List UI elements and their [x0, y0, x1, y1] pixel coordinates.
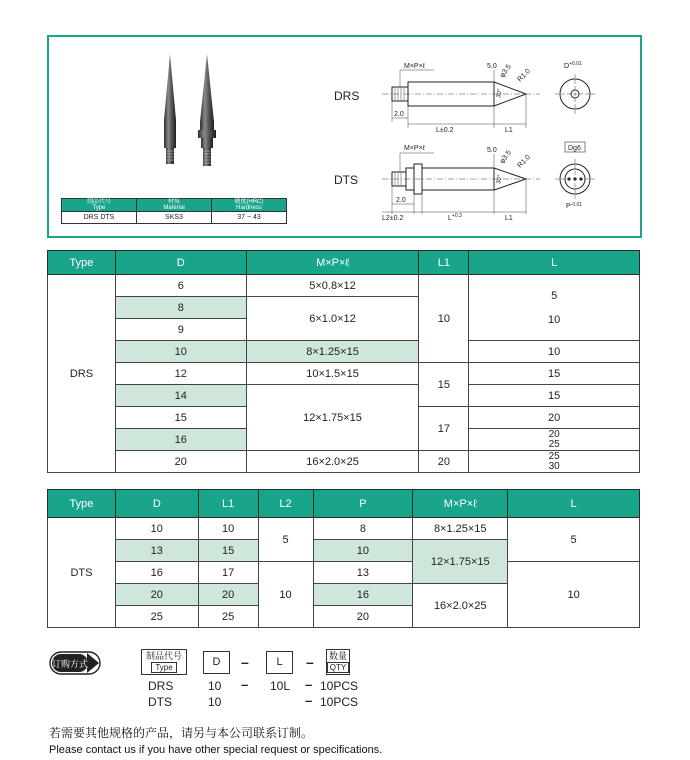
spec-header-material: 材质 Material: [137, 199, 212, 212]
drs-type-cell: DRS: [48, 275, 116, 473]
dts-p-cell: 20: [313, 606, 413, 628]
order-example-l: 10L: [270, 679, 291, 693]
dts-p-cell: 13: [313, 562, 413, 584]
order-example-type: DRS: [148, 679, 174, 693]
order-dash: –: [241, 654, 249, 670]
custom-order-note-en: Please contact us if you have other special request or specifications.: [49, 744, 383, 756]
drs-mpl-cell: 6×1.0×12: [246, 297, 419, 341]
svg-text:M×P×ℓ: M×P×ℓ: [404, 145, 425, 152]
svg-text:R1.0: R1.0: [516, 68, 532, 84]
svg-text:2.0: 2.0: [396, 197, 406, 204]
drs-drawing-label: DRS: [334, 89, 360, 103]
dts-l2-cell: 10: [258, 562, 313, 628]
order-example-type: DTS: [148, 695, 172, 709]
spec-header-type: 制品代号 Type: [62, 199, 137, 212]
spec-header-hardness: 硬度(HRC) Hardness: [212, 199, 287, 212]
order-l-box: L: [266, 651, 293, 674]
dts-l2-cell: 5: [258, 518, 313, 562]
dts-col-type: Type: [48, 490, 116, 518]
spec-material-value: SKS3: [137, 212, 212, 224]
dts-d-cell: 13: [115, 540, 198, 562]
dts-col-l2: L2: [258, 490, 313, 518]
svg-text:2.0: 2.0: [394, 111, 404, 118]
svg-text:M×P×ℓ: M×P×ℓ: [404, 63, 425, 70]
order-type-box: 制品代号 Type: [141, 649, 187, 675]
svg-text:D+0.01: $D^{+0.01}$: [564, 61, 582, 70]
dts-l1-cell: 15: [198, 540, 258, 562]
drs-d-cell: 15: [115, 407, 246, 429]
drs-l-cell: 10: [469, 341, 640, 363]
order-qty-box: 数量 QTY: [326, 649, 350, 675]
drs-col-l: L: [469, 251, 640, 275]
svg-text:订购方式: 订购方式: [51, 660, 89, 670]
drs-mpl-cell: 16×2.0×25: [246, 451, 419, 473]
svg-text:L1: L1: [505, 215, 513, 222]
order-example-dash: –: [305, 693, 313, 708]
drs-col-d: D: [115, 251, 246, 275]
dts-d-cell: 25: [115, 606, 198, 628]
order-method-badge: [49, 651, 101, 675]
dts-d-cell: 20: [115, 584, 198, 606]
svg-text:30°: 30°: [496, 174, 504, 185]
svg-text:5.0: 5.0: [487, 147, 497, 154]
drs-l1-cell: 20: [419, 451, 469, 473]
dts-l-cell: 10: [508, 562, 640, 628]
svg-text:φ3.5: φ3.5: [498, 149, 513, 166]
drs-d-cell: 6: [115, 275, 246, 297]
svg-text:L±0.2: L±0.2: [436, 127, 454, 134]
svg-text:L2±0.2: L2±0.2: [382, 215, 404, 222]
drs-d-cell: 10: [115, 341, 246, 363]
drs-l-cell: 20 25: [469, 429, 640, 451]
dts-l1-cell: 10: [198, 518, 258, 540]
order-dash: –: [306, 654, 314, 670]
order-d-box: D: [203, 651, 230, 674]
dts-l1-cell: 25: [198, 606, 258, 628]
dts-p-cell: 8: [313, 518, 413, 540]
drs-l1-cell: 10: [419, 275, 469, 363]
order-example-qty: 10PCS: [320, 695, 359, 709]
drs-l-cell: 25 30: [469, 451, 640, 473]
order-example-dash: –: [241, 677, 249, 692]
dts-d-cell: 10: [115, 518, 198, 540]
custom-order-note-zh: 若需要其他规格的产品，请另与本公司联系订制。: [49, 726, 314, 740]
drs-col-l1: L1: [419, 251, 469, 275]
drs-l-cell: 20: [469, 407, 640, 429]
drs-col-type: Type: [48, 251, 116, 275]
svg-text:30°: 30°: [496, 88, 504, 99]
drs-l-cell: 15: [469, 385, 640, 407]
drs-d-cell: 8: [115, 297, 246, 319]
dts-col-mpl: M×P×ℓ: [413, 490, 508, 518]
svg-text:5.0: 5.0: [487, 63, 497, 70]
spec-table: [61, 198, 287, 224]
drs-l-cell: 15: [469, 363, 640, 385]
dts-size-table: [47, 489, 640, 628]
drs-d-cell: 9: [115, 319, 246, 341]
dts-l-cell: 5: [508, 518, 640, 562]
drs-d-cell: 14: [115, 385, 246, 407]
drs-l1-cell: 15: [419, 363, 469, 407]
dts-col-d: D: [115, 490, 198, 518]
svg-text:L1: L1: [505, 127, 513, 134]
order-example-qty: 10PCS: [320, 679, 359, 693]
spec-hardness-value: 37 ~ 43: [212, 212, 287, 224]
drs-d-cell: 16: [115, 429, 246, 451]
dts-col-l1: L1: [198, 490, 258, 518]
drs-mpl-cell: 12×1.75×15: [246, 385, 419, 451]
pin-illustration: [160, 52, 220, 170]
dts-type-cell: DTS: [48, 518, 116, 628]
spec-type-value: DRS DTS: [62, 212, 137, 224]
drs-mpl-cell: 8×1.25×15: [246, 341, 419, 363]
dts-mpl-cell: 8×1.25×15: [413, 518, 508, 540]
dts-mpl-cell: 16×2.0×25: [413, 584, 508, 628]
dts-p-cell: 10: [313, 540, 413, 562]
drs-mpl-cell: 5×0.8×12: [246, 275, 419, 297]
dts-l1-cell: 20: [198, 584, 258, 606]
drs-col-mpl: M×P×ℓ: [246, 251, 419, 275]
svg-text:Dg6: Dg6: [568, 145, 581, 152]
drs-l-cell: 5 10: [469, 275, 640, 341]
drs-l1-cell: 17: [419, 407, 469, 451]
drs-d-cell: 12: [115, 363, 246, 385]
svg-text:φ3.5: φ3.5: [498, 63, 513, 80]
dts-drawing-label: DTS: [334, 173, 358, 187]
drs-size-table: [47, 250, 640, 473]
drs-mpl-cell: 10×1.5×15: [246, 363, 419, 385]
svg-text:L+0.3: $L^{+0.3}$: [448, 213, 462, 222]
dts-p-cell: 16: [313, 584, 413, 606]
svg-text:R1.0: R1.0: [516, 154, 532, 170]
svg-text:P-0.01: $P^{-0.01}$: [566, 202, 583, 210]
order-example-d: 10: [208, 695, 222, 709]
order-example-dash: –: [305, 677, 313, 692]
dts-mpl-cell: 12×1.75×15: [413, 540, 508, 584]
dts-col-l: L: [508, 490, 640, 518]
technical-drawing: [330, 52, 630, 232]
dts-d-cell: 16: [115, 562, 198, 584]
dts-col-p: P: [313, 490, 413, 518]
dts-l1-cell: 17: [198, 562, 258, 584]
drs-d-cell: 20: [115, 451, 246, 473]
order-example-d: 10: [208, 679, 222, 693]
